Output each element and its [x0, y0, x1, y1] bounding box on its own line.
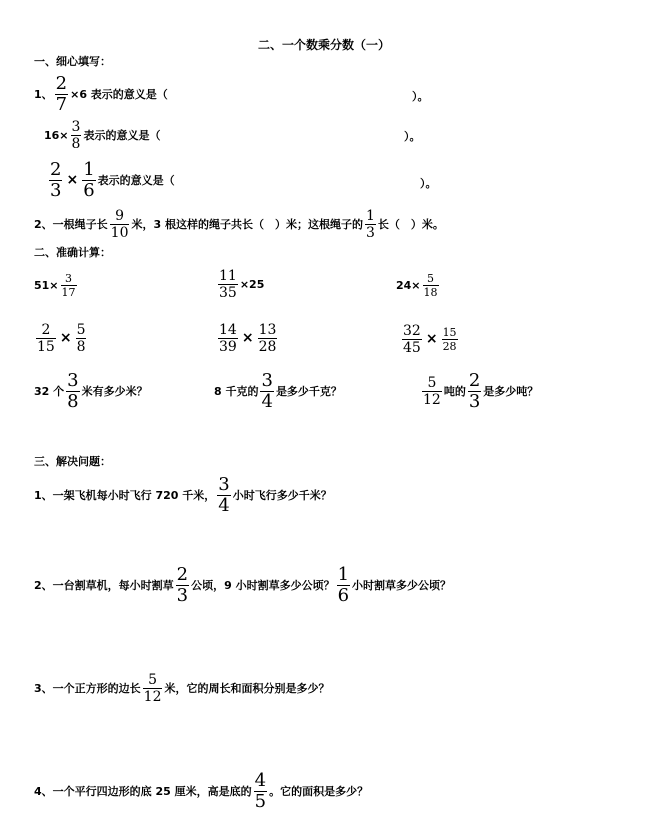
calc-prefix: 32 个 [34, 385, 65, 398]
calc-middle: 吨的 [443, 385, 466, 398]
calc-suffix: 是多少千克？ [275, 385, 342, 398]
fraction: $\frac{5}{8}$ [76, 321, 86, 355]
q1-b-close: ）。 [404, 130, 421, 143]
fraction: $\frac{1}{6}$ [83, 158, 95, 201]
fraction: $\frac{5}{12}$ [143, 671, 162, 705]
calc-prefix: 24× [396, 278, 421, 292]
problem-text: 。它的面积是多少？ [269, 785, 369, 798]
times-sign: × [66, 172, 79, 188]
q1-c-text: 表示的意义是（ [97, 174, 175, 187]
calc-2-3 [400, 320, 460, 358]
fraction: $\frac{4}{5}$ [254, 769, 267, 812]
fraction: $\frac{3}{8}$ [67, 369, 79, 412]
fraction: $\frac{2}{15}$ [37, 321, 55, 355]
page-title: 二、一个数乘分数（一） [258, 38, 391, 52]
fraction: $\frac{3}{4}$ [218, 473, 230, 516]
problem-1 [34, 474, 332, 516]
q1-number: 1、 [34, 88, 53, 101]
fraction: $\frac{3}{4}$ [261, 369, 273, 412]
calc-suffix: 是多少吨？ [483, 385, 539, 398]
times-sign: × [59, 330, 72, 346]
q1-b-text: 表示的意义是（ [83, 129, 161, 142]
problem-2 [34, 564, 451, 606]
q2 [34, 206, 444, 242]
calc-1-1 [34, 268, 79, 302]
times-sign: × [241, 330, 254, 346]
calc-1-3 [396, 268, 441, 302]
calc-3-3 [420, 370, 538, 412]
fraction: $\frac{9}{10}$ [110, 207, 129, 241]
q2-middle: 米，3 根这样的绳子共长（ ）米；这根绳子的 [131, 218, 363, 231]
problem-text: 3、一个正方形的边长 [34, 682, 141, 695]
section-3-heading: 三、解决问题： [34, 455, 111, 468]
fraction: $\frac{13}{28}$ [258, 321, 277, 355]
q1-b [44, 119, 160, 151]
problem-text: 4、一个平行四边形的底 25 厘米，高是底的 [34, 785, 252, 798]
fraction: $\frac{11}{35}$ [219, 267, 237, 301]
problem-text: 米，它的周长和面积分别是多少？ [164, 682, 330, 695]
q1-a [34, 72, 168, 115]
fraction: $\frac{3}{8}$ [71, 118, 81, 152]
calc-2-1 [34, 318, 88, 358]
fraction: $\frac{15}{28}$ [442, 325, 457, 353]
calc-3-1 [34, 370, 148, 412]
section-2-heading: 二、准确计算： [34, 246, 111, 259]
fraction: $\frac{1}{3}$ [365, 207, 375, 241]
fraction: $\frac{2}{3}$ [50, 158, 62, 201]
problem-text: 公顷，9 小时割草多少公顷？ [191, 579, 335, 592]
q1-a-close: ）。 [412, 90, 429, 103]
fraction: $\frac{2}{3}$ [176, 563, 189, 606]
q1-b-prefix: 16× [44, 128, 69, 142]
calc-2-2 [216, 318, 279, 358]
q1-a-text: ×6 表示的意义是（ [70, 88, 168, 101]
calc-suffix: ×25 [239, 277, 265, 291]
calc-suffix: 米有多少米？ [81, 385, 148, 398]
calc-3-2 [214, 370, 342, 412]
problem-text: 2、一台割草机，每小时割草 [34, 579, 174, 592]
fraction: $\frac{5}{18}$ [423, 271, 438, 299]
fraction: $\frac{5}{12}$ [423, 374, 441, 408]
section-1-heading: 一、细心填写： [34, 55, 111, 68]
q2-prefix: 2、一根绳子长 [34, 218, 108, 231]
calc-1-2 [216, 266, 264, 302]
fraction: $\frac{14}{39}$ [219, 321, 237, 355]
fraction: $\frac{2}{7}$ [55, 72, 68, 115]
times-sign: × [425, 331, 438, 347]
calc-prefix: 51× [34, 278, 59, 292]
q1-c-close: ）。 [420, 177, 437, 190]
q1-c [47, 160, 175, 200]
fraction: $\frac{3}{17}$ [61, 271, 76, 299]
fraction: $\frac{1}{6}$ [337, 563, 350, 606]
calc-prefix: 8 千克的 [214, 385, 259, 398]
problem-text: 小时飞行多少千米？ [232, 489, 332, 502]
problem-text: 小时割草多少公顷？ [352, 579, 452, 592]
fraction: $\frac{2}{3}$ [468, 369, 481, 412]
q2-tail: 长（ ）米。 [377, 218, 444, 231]
problem-text: 1、一架飞机每小时飞行 720 千米， [34, 489, 216, 502]
problem-3 [34, 670, 329, 706]
fraction: $\frac{32}{45}$ [403, 322, 421, 356]
problem-4 [34, 770, 368, 812]
